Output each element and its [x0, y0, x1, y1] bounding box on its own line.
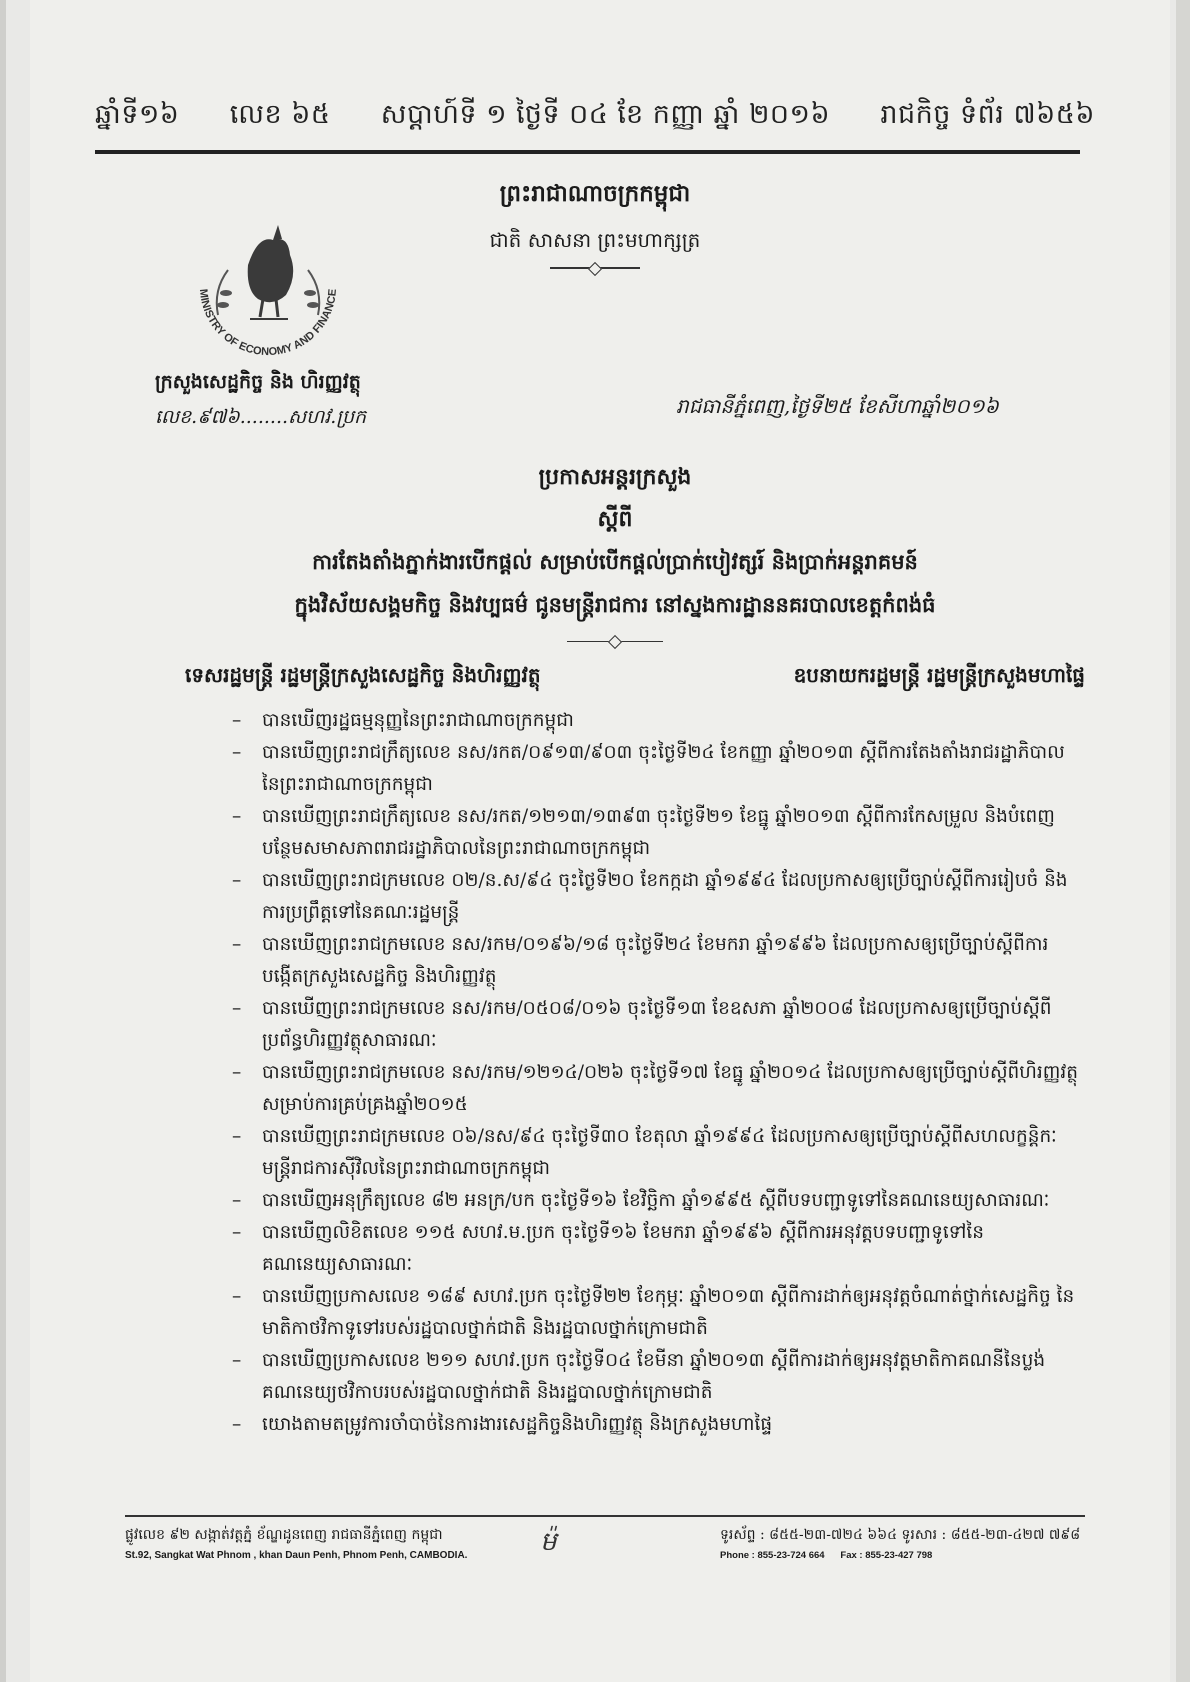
recital-item: – បានឃើញព្រះរាជក្រមលេខ នស/រកម/០៥០៨/០១៦ ចុះថ្ងៃទី១៣ ខែឧសភា ឆ្នាំ២០០៨ ដែលប្រកាសឲ្យប្រើច្បាប់ស្តីពីប្រព័ន្ធហិរញ្ញវត្ថុសាធារណៈ [240, 993, 1080, 1057]
kingdom-motto: ជាតិ សាសនា ព្រះមហាក្សត្រ [489, 228, 701, 252]
recital-item: – បានឃើញលិខិតលេខ ១១៥ សហវ.ម.ប្រក ចុះថ្ងៃទី១៦ ខែមករា ឆ្នាំ១៩៩៦ ស្តីពីការអនុវត្តបទបញ្ជាទូទៅនៃគណនេយ្យសាធារណៈ [240, 1217, 1080, 1281]
recital-item: – បានឃើញព្រះរាជក្រមលេខ ០២/ន.ស/៩៤ ចុះថ្ងៃទី២០ ខែកក្កដា ឆ្នាំ១៩៩៤ ដែលប្រកាសឲ្យប្រើច្បាប់ស្តីពីការរៀបចំ និងការប្រព្រឹត្តទៅនៃគណៈរដ្ឋមន្ត្រី [240, 865, 1080, 929]
date-line: រាជធានីភ្នំពេញ,ថ្ងៃទី២៥ ខែសីហាឆ្នាំ២០១៦ [676, 394, 999, 418]
footer-initials: ម៉ [540, 1527, 557, 1557]
title-ornament [567, 641, 663, 642]
scan-edge-right [1176, 0, 1190, 1682]
address-english: St.92, Sangkat Wat Phnom , khan Daun Penh, Phnom Penh, CAMBODIA. [125, 1550, 468, 1561]
title-about: ស្តីពី [597, 506, 633, 532]
title-line-2: ក្នុងវិស័យសង្គមកិច្ច និងវប្បធម៌ ជូនមន្ត្រីរាជការ នៅស្នងការដ្ឋាននគរបាលខេត្តកំពង់ធំ [294, 592, 936, 617]
document-type: ប្រកាសអន្តរក្រសួង [538, 464, 692, 490]
signatory-right: ឧបនាយករដ្ឋមន្ត្រី រដ្ឋមន្ត្រីក្រសួងមហាផ្ទៃ [793, 663, 1085, 687]
kingdom-header [430, 180, 760, 269]
recital-item: – បានឃើញព្រះរាជក្រមលេខ នស/រកម/១២១៤/០២៦ ចុះថ្ងៃទី១៧ ខែធ្នូ ឆ្នាំ២០១៤ ដែលប្រកាសឲ្យប្រើច្បាប់ស្តីពីហិរញ្ញវត្ថុសម្រាប់ការគ្រប់គ្រងឆ្នាំ២០១៥ [240, 1057, 1080, 1121]
contact-khmer: ទូរស័ព្ទ : ៨៥៥-២៣-៧២៤ ៦៦៤ ទូរសារ : ៨៥៥-២៣-៤២៧ ៧៩៨ [720, 1527, 1081, 1543]
issuing-ministry: ក្រសួងសេដ្ឋកិច្ច និង ហិរញ្ញវត្ថុ [155, 371, 361, 393]
recital-item: – បានឃើញព្រះរាជក្រមលេខ នស/រកម/០១៩៦/១៨ ចុះថ្ងៃទី២៤ ខែមករា ឆ្នាំ១៩៩៦ ដែលប្រកាសឲ្យប្រើច្បាប់ស្តីពីការបង្កើតក្រសួងសេដ្ឋកិច្ច និងហិរញ្ញវត្ថុ [240, 929, 1080, 993]
recital-item: – បានឃើញប្រកាសលេខ ២១១ សហវ.ប្រក ចុះថ្ងៃទី០៤ ខែមីនា ឆ្នាំ២០១៣ ស្តីពីការដាក់ឲ្យអនុវត្តមាតិកាគណនីនៃប្លង់គណនេយ្យថវិកាបរបស់រដ្ឋបាលថ្នាក់ជាតិ និងរដ្ឋបាលថ្នាក់ក្រោមជាតិ [240, 1345, 1080, 1409]
footer-rule [125, 1515, 1085, 1517]
recital-item: – បានឃើញអនុក្រឹត្យលេខ ៨២ អនក្រ/បក ចុះថ្ងៃទី១៦ ខែវិច្ឆិកា ឆ្នាំ១៩៩៥ ស្តីពីបទបញ្ជាទូទៅនៃគណនេយ្យសាធារណៈ [240, 1185, 1080, 1217]
gazette-issue: លេខ ៦៥ [229, 99, 331, 130]
ministry-seal-icon [178, 195, 358, 375]
recitals-list [240, 705, 1080, 1441]
signatory-left: ទេសរដ្ឋមន្ត្រី រដ្ឋមន្ត្រីក្រសួងសេដ្ឋកិច្ច និងហិរញ្ញវត្ថុ [185, 663, 541, 687]
recital-item: – បានឃើញព្រះរាជក្រឹត្យលេខ នស/រកត/១២១៣/១៣៩៣ ចុះថ្ងៃទី២១ ខែធ្នូ ឆ្នាំ២០១៣ ស្តីពីការកែសម្រួល និងបំពេញបន្ថែមសមាសភាពរាជរដ្ឋាភិបាលនៃព្រះរាជាណាចក្រកម្ពុជា [240, 801, 1080, 865]
footer-contact [720, 1525, 1080, 1561]
recital-item: – បានឃើញប្រកាសលេខ ១៨៩ សហវ.ប្រក ចុះថ្ងៃទី២២ ខែកុម្ភៈ ឆ្នាំ២០១៣ ស្តីពីការដាក់ឲ្យអនុវត្តចំណាត់ថ្នាក់សេដ្ឋកិច្ច នៃមាតិកាថវិកាទូទៅរបស់រដ្ឋបាលថ្នាក់ជាតិ និងរដ្ឋបាលថ្នាក់ក្រោមជាតិ [240, 1281, 1080, 1345]
recital-item: – បានឃើញព្រះរាជក្រមលេខ ០៦/នស/៩៤ ចុះថ្ងៃទី៣០ ខែតុលា ឆ្នាំ១៩៩៤ ដែលប្រកាសឲ្យប្រើច្បាប់ស្តីពីសហលក្ខន្តិកៈ មន្ត្រីរាជការស៊ីវិលនៃព្រះរាជាណាចក្រកម្ពុជា [240, 1121, 1080, 1185]
signatories [185, 662, 1085, 692]
scan-edge-left [0, 0, 6, 1682]
gazette-week: សប្តាហ៍ទី ១ ថ្ងៃទី ០៤ ខែ កញ្ញា ឆ្នាំ ២០១៦ [380, 99, 831, 130]
phone-english: Phone : 855-23-724 664 [720, 1550, 825, 1561]
reference-number: លេខ.៩៧៦........សហវ.ប្រក [155, 406, 367, 428]
title-line-1: ការតែងតាំងភ្នាក់ងារបើកផ្តល់ សម្រាប់បើកផ្តល់ប្រាក់បៀវត្សរ៍ និងប្រាក់អន្តរាគមន៍ [312, 549, 918, 574]
motto-ornament [550, 267, 640, 269]
gazette-year: ឆ្នាំទី១៦ [95, 99, 180, 130]
recital-item: – បានឃើញព្រះរាជក្រឹត្យលេខ នស/រកត/០៩១៣/៩០៣ ចុះថ្ងៃទី២៤ ខែកញ្ញា ឆ្នាំ២០១៣ ស្តីពីការតែងតាំងរាជរដ្ឋាភិបាល នៃព្រះរាជាណាចក្រកម្ពុជា [240, 737, 1080, 801]
footer-address [125, 1525, 467, 1561]
title-block [150, 463, 1080, 642]
gazette-rule [95, 150, 1080, 154]
fax-english: Fax : 855-23-427 798 [840, 1550, 933, 1561]
seal-text: MINISTRY OF ECONOMY AND FINANCE [196, 288, 340, 359]
address-khmer: ផ្លូវលេខ ៩២ សង្កាត់វត្តភ្នំ ខ័ណ្ឌដូនពេញ រាជធានីភ្នំពេញ កម្ពុជា [125, 1527, 443, 1543]
recital-item: – បានឃើញរដ្ឋធម្មនុញ្ញនៃព្រះរាជាណាចក្រកម្ពុជា [240, 705, 1080, 737]
recital-item: – យោងតាមតម្រូវការចាំបាច់នៃការងារសេដ្ឋកិច្ចនិងហិរញ្ញវត្ថុ និងក្រសួងមហាផ្ទៃ [240, 1409, 1080, 1441]
gazette-header [95, 98, 1095, 137]
gazette-page: រាជកិច្ច ទំព័រ ៧៦៥៦ [880, 99, 1095, 130]
contact-english [720, 1550, 1080, 1561]
kingdom-name: ព្រះរាជាណាចក្រកម្ពុជា [499, 180, 691, 207]
